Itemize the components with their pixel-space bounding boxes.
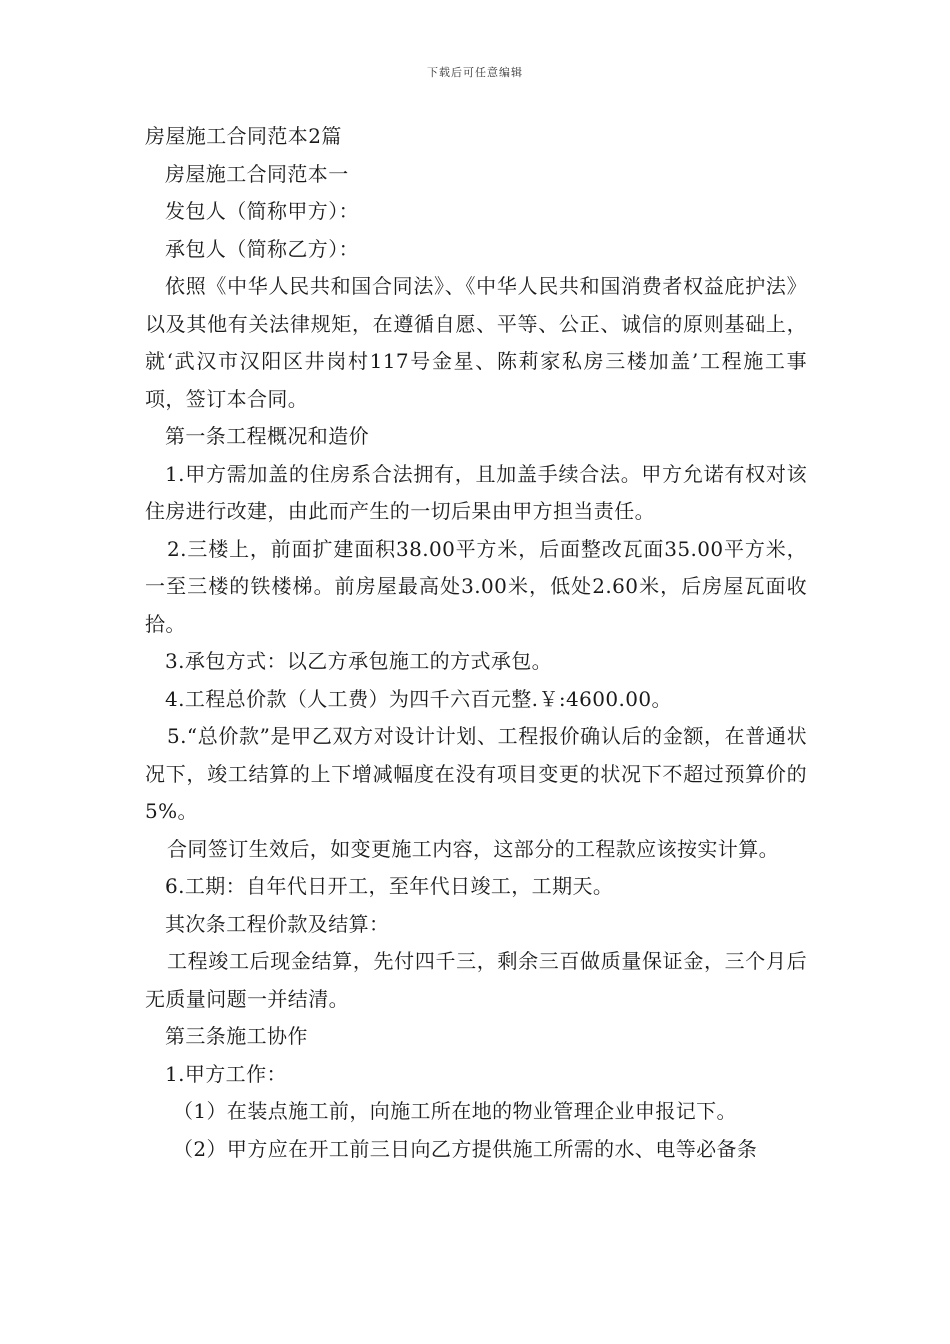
paragraph-item-4: 4.工程总价款（人工费）为四千六百元整.￥:4600.00。: [165, 686, 672, 711]
paragraph-party-a: 发包人（简称甲方）：: [165, 199, 359, 223]
paragraph-article-one: 第一条工程概况和造价: [165, 424, 369, 448]
paragraph-contract-one: 房屋施工合同范本一: [165, 161, 349, 186]
paragraph-party-b: 承包人（简称乙方）：: [165, 236, 359, 261]
paragraph-item-3: 3.承包方式：以乙方承包施工的方式承包。: [165, 649, 553, 673]
paragraph-subitem-1: （1）在装点施工前，向施工所在地的物业管理企业申报记下。: [173, 1099, 737, 1123]
paragraph-item-1: 1.甲方需加盖的住房系合法拥有，且加盖手续合法。甲方允诺有权对该住房进行改建，由此而产生的一切后果由甲方担当责任。: [145, 461, 807, 523]
paragraph-item-2: 2.三楼上，前面扩建面积38.00平方米，后面整改瓦面35.00平方米，一至三楼的铁楼梯。前房屋最高处3.00米，低处2.60米，后房屋瓦面收拾。: [145, 536, 807, 636]
paragraph-article-three: 第三条施工协作: [165, 1024, 308, 1048]
document-title: 房屋施工合同范本2篇: [145, 124, 342, 148]
paragraph-change-terms: 合同签订生效后，如变更施工内容，这部分的工程款应该按实计算。: [167, 836, 779, 861]
paragraph-party-a-work: 1.甲方工作：: [165, 1061, 287, 1086]
header-note: 下载后可任意编辑: [427, 66, 523, 79]
paragraph-settlement: 工程竣工后现金结算，先付四千三，剩余三百做质量保证金，三个月后无质量问题一并结清。: [145, 949, 807, 1011]
paragraph-preamble: 依照《中华人民共和国合同法》、《中华人民共和国消费者权益庇护法》以及其他有关法律规矩，在遵循自愿、平等、公正、诚信的原则基础上，就‘武汉市汉阳区井岗村117号金星、陈莉家私房三楼加盖’工程施工事项，签订本合同。: [145, 274, 807, 411]
paragraph-item-5: 5.“总价款”是甲乙双方对设计计划、工程报价确认后的金额，在普通状况下，竣工结算的上下增减幅度在没有项目变更的状况下不超过预算价的5%。: [145, 724, 807, 823]
paragraph-item-6: 6.工期：自年代日开工，至年代日竣工，工期天。: [165, 874, 614, 898]
paragraph-subitem-2: （2）甲方应在开工前三日向乙方提供施工所需的水、电等必备条: [173, 1136, 758, 1161]
paragraph-article-two: 其次条工程价款及结算：: [165, 911, 390, 936]
document-body: [145, 118, 807, 1168]
